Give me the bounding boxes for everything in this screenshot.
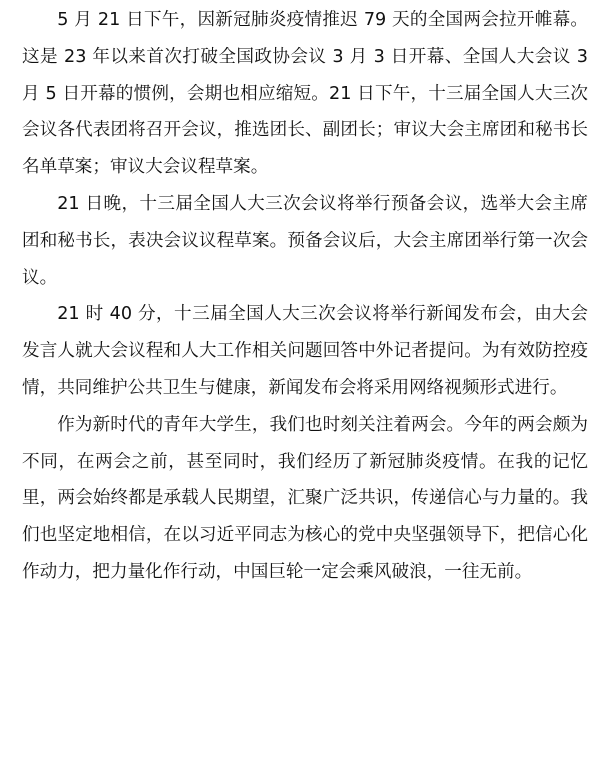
paragraph-3: 21 时 40 分，十三届全国人大三次会议将举行新闻发布会，由大会发言人就大会议程和人大工作相关问题回答中外记者提问。为有效防控疫情，共同维护公共卫生与健康，新闻发布会将采用网络视频形式进行。 bbox=[22, 304, 588, 398]
paragraph-2: 21 日晚，十三届全国人大三次会议将举行预备会议，选举大会主席团和秘书长，表决会议议程草案。预备会议后，大会主席团举行第一次会议。 bbox=[22, 193, 588, 288]
document-body bbox=[22, 2, 588, 591]
paragraph-4: 作为新时代的青年大学生，我们也时刻关注着两会。今年的两会颇为不同，在两会之前，甚至同时，我们经历了新冠肺炎疫情。在我的记忆里，两会始终都是承载人民期望，汇聚广泛共识，传递信心与力量的。我们也坚定地相信，在以习近平同志为核心的党中央坚强领导下，把信心化作动力，把力量化作行动，中国巨轮一定会乘风破浪，一往无前。 bbox=[22, 414, 588, 582]
paragraph-1: 5 月 21 日下午，因新冠肺炎疫情推迟 79 天的全国两会拉开帷幕。这是 23 年以来首次打破全国政协会议 3 月 3 日开幕、全国人大会议 3 月 5 日开幕的惯例，会期也相应缩短。21 日下午，十三届全国人大三次会议各代表团将召开会议，推选团长、副团长；审议大会主席团和秘书长名单草案；审议大会议程草案。 bbox=[22, 10, 588, 178]
